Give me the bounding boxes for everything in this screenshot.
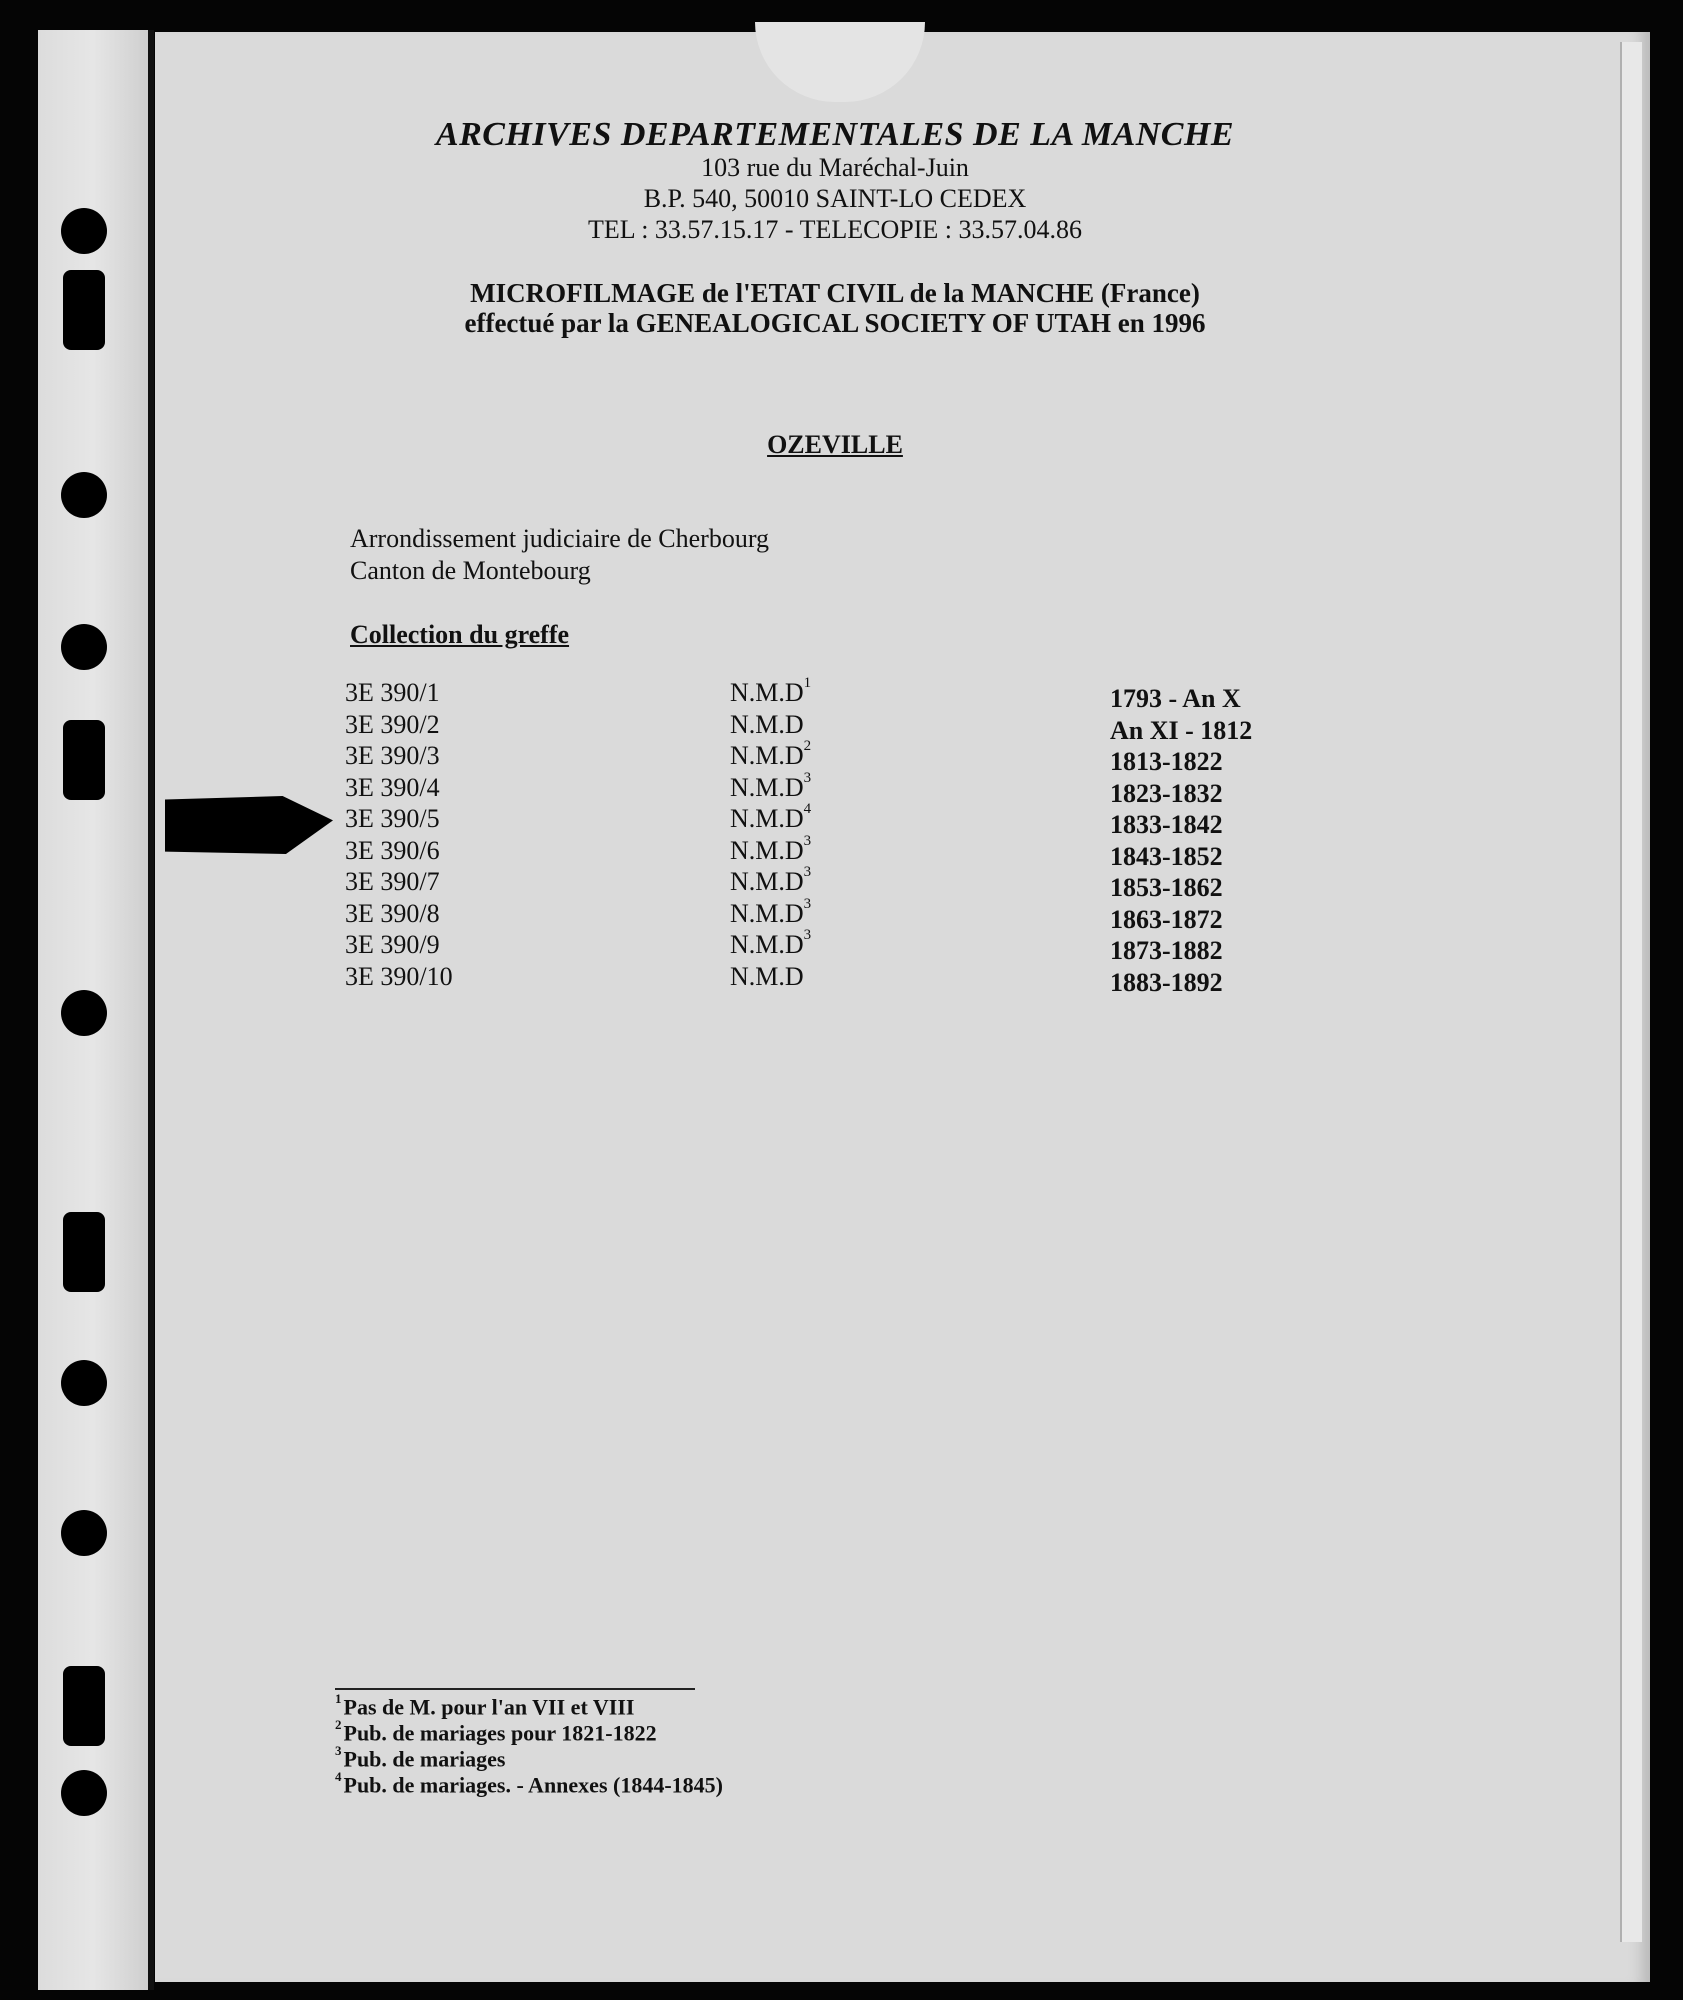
footnote-ref: 3 xyxy=(803,927,812,944)
table-row xyxy=(345,961,1245,997)
register-dates: 1823-1832 xyxy=(1110,778,1223,808)
punch-hole xyxy=(61,208,107,254)
punch-slot xyxy=(63,1666,105,1746)
register-type xyxy=(730,927,812,960)
footnote xyxy=(335,1691,723,1720)
register-cote: 3E 390/3 xyxy=(345,741,440,770)
table-row xyxy=(345,832,1245,871)
footnote-text: Pub. de mariages. - Annexes (1844-1845) xyxy=(343,1772,723,1798)
canton: Canton de Montebourg xyxy=(350,556,591,585)
register-dates: 1833-1842 xyxy=(1110,810,1223,839)
address-postal: B.P. 540, 50010 SAINT-LO CEDEX xyxy=(643,184,1027,213)
footnote xyxy=(335,1743,723,1772)
punch-hole xyxy=(61,1360,107,1406)
archives-title: ARCHIVES DEPARTEMENTALES DE LA MANCHE xyxy=(435,116,1235,153)
table-row xyxy=(345,709,1253,745)
register-type-text: N.M.D xyxy=(730,741,804,770)
register-type-text: N.M.D xyxy=(730,898,804,928)
punch-hole xyxy=(61,472,107,518)
register-dates: 1853-1862 xyxy=(1110,873,1223,902)
collection-heading: Collection du greffe xyxy=(350,620,570,649)
address-street: 103 rue du Maréchal-Juin xyxy=(701,153,969,182)
binder-strip xyxy=(38,30,154,1990)
register-cote: 3E 390/7 xyxy=(345,867,440,896)
register-type xyxy=(730,962,804,992)
register-type-text: N.M.D xyxy=(730,804,804,833)
register-dates: 1863-1872 xyxy=(1110,904,1223,934)
register-cote: 3E 390/10 xyxy=(345,961,453,991)
table-row xyxy=(345,864,1245,902)
footnote-text: Pas de M. pour l'an VII et VIII xyxy=(343,1694,635,1720)
register-type xyxy=(730,769,812,803)
register-type xyxy=(730,710,804,740)
punch-slot xyxy=(63,1212,105,1292)
register-cote: 3E 390/5 xyxy=(345,804,440,833)
footnote-ref: 2 xyxy=(803,738,812,755)
table-row xyxy=(345,895,1245,934)
register-type xyxy=(730,801,812,834)
register-cote: 3E 390/1 xyxy=(345,678,440,707)
register-type xyxy=(730,675,812,708)
punch-slot xyxy=(63,720,105,800)
footnote-number: 2 xyxy=(335,1717,342,1732)
footnote-ref: 3 xyxy=(803,864,812,881)
table-row xyxy=(345,675,1245,713)
punch-hole xyxy=(61,1510,107,1556)
table-row xyxy=(345,738,1245,776)
sleeve-notch xyxy=(755,22,925,102)
table-row xyxy=(345,801,1245,839)
register-type-text: N.M.D xyxy=(730,709,804,739)
register-cote: 3E 390/4 xyxy=(345,772,440,802)
register-dates: 1883-1892 xyxy=(1110,967,1223,997)
microfilm-title: MICROFILMAGE de l'ETAT CIVIL de la MANCHE (France) xyxy=(470,278,1200,308)
footnote xyxy=(335,1717,723,1746)
register-dates: 1793 - An X xyxy=(1110,684,1241,713)
register-cote: 3E 390/2 xyxy=(345,709,440,739)
register-cote: 3E 390/6 xyxy=(345,835,440,865)
footnote xyxy=(335,1769,723,1798)
arrondissement: Arrondissement judiciaire de Cherbourg xyxy=(350,524,770,553)
register-type-text: N.M.D xyxy=(730,772,804,802)
register-dates: An XI - 1812 xyxy=(1110,715,1253,745)
footnote-rule xyxy=(335,1688,695,1690)
footnotes xyxy=(335,1691,723,1798)
register-type xyxy=(730,864,812,897)
commune-name: OZEVILLE xyxy=(767,430,903,459)
register-cote: 3E 390/9 xyxy=(345,930,440,959)
register-type-text: N.M.D xyxy=(730,678,804,707)
footnote-number: 4 xyxy=(335,1769,342,1784)
footnote-ref: 4 xyxy=(803,801,812,818)
punch-slot xyxy=(63,270,105,350)
register-cote: 3E 390/8 xyxy=(345,898,440,928)
register-dates: 1813-1822 xyxy=(1110,747,1223,776)
register-dates: 1843-1852 xyxy=(1110,841,1223,871)
register-type-text: N.M.D xyxy=(730,930,804,959)
punch-hole xyxy=(61,1770,107,1816)
footnote-ref: 3 xyxy=(803,769,812,786)
sleeve-edge xyxy=(1620,42,1642,1942)
register-type xyxy=(730,738,812,771)
footnote-ref: 3 xyxy=(803,895,812,912)
address-phone: TEL : 33.57.15.17 - TELECOPIE : 33.57.04.86 xyxy=(588,215,1082,244)
document-sheet xyxy=(155,32,1650,1982)
footnote-number: 3 xyxy=(335,1743,342,1758)
footnote-text: Pub. de mariages pour 1821-1822 xyxy=(343,1720,657,1746)
register-type xyxy=(730,832,812,866)
footnote-number: 1 xyxy=(335,1691,342,1706)
punch-hole xyxy=(61,624,107,670)
register-type xyxy=(730,895,812,929)
footnote-text: Pub. de mariages xyxy=(343,1746,506,1772)
register-type-text: N.M.D xyxy=(730,867,804,896)
footnote-ref: 3 xyxy=(803,832,812,849)
register-type-text: N.M.D xyxy=(730,835,804,865)
table-row xyxy=(345,927,1245,965)
register-type-text: N.M.D xyxy=(730,961,804,991)
table-row xyxy=(345,769,1245,808)
register-dates: 1873-1882 xyxy=(1110,936,1223,965)
punch-hole xyxy=(61,990,107,1036)
microfilm-subtitle: effectué par la GENEALOGICAL SOCIETY OF UTAH en 1996 xyxy=(464,308,1206,338)
register-table xyxy=(345,675,1253,997)
footnote-ref: 1 xyxy=(803,675,812,692)
